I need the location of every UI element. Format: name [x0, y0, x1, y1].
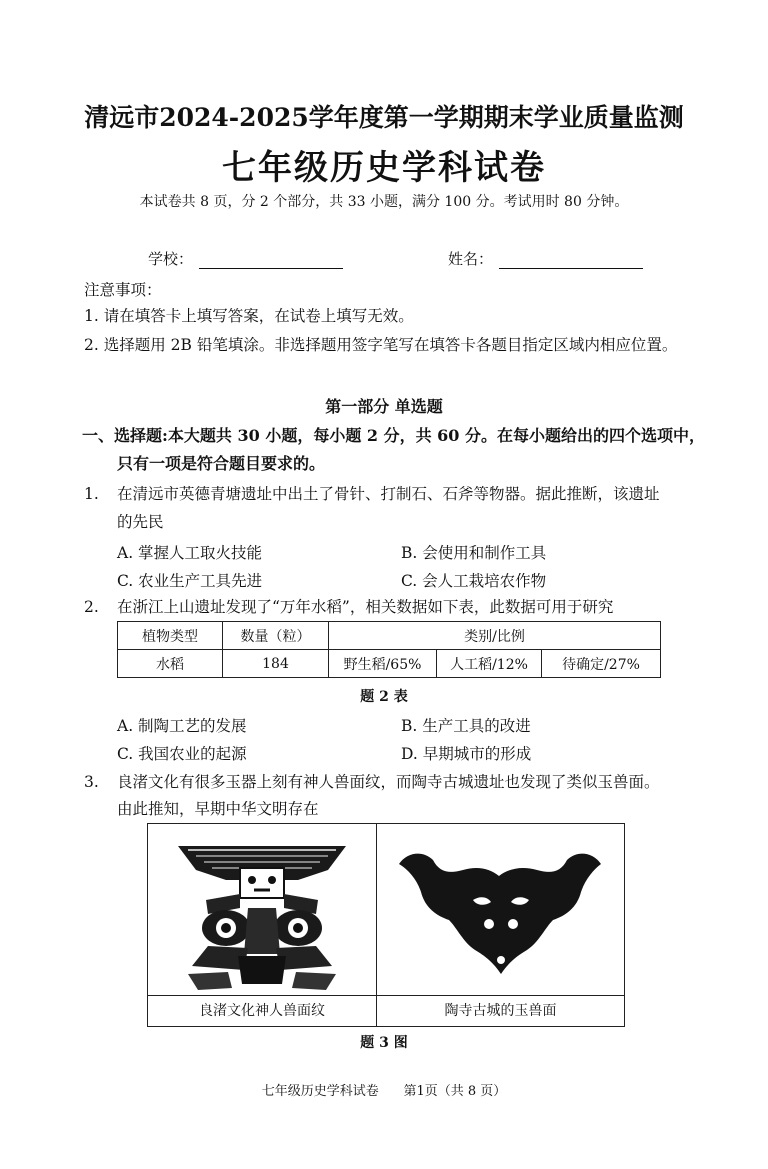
exam-title-line2: 七年级历史学科试卷 — [222, 148, 546, 188]
q2-option-c: C. 我国农业的起源 — [117, 745, 247, 763]
table-header-cell: 类别/比例 — [329, 622, 661, 650]
q1-option-b: B. 会使用和制作工具 — [401, 544, 547, 562]
q2-option-a: A. 制陶工艺的发展 — [117, 717, 247, 735]
q3-stem: 良渚文化有很多玉器上刻有神人兽面纹，而陶寺古城遗址也发现了类似玉兽面。 — [117, 773, 660, 791]
figure-label-liangzhu: 良渚文化神人兽面纹 — [148, 995, 376, 1026]
q2-option-b: B. 生产工具的改进 — [401, 717, 531, 735]
q2-number: 2. — [84, 598, 99, 616]
q3-figure — [147, 823, 625, 1027]
q3-stem-cont: 由此推知，早期中华文明存在 — [117, 800, 319, 818]
note-item: 2. 选择题用 2B 铅笔填涂。非选择题用签字笔写在填答卡各题目指定区域内相应位置。 — [84, 336, 678, 354]
name-blank — [499, 254, 643, 269]
liangzhu-mask-image — [148, 824, 376, 996]
table-cell: 184 — [223, 650, 329, 678]
table-row — [118, 650, 661, 678]
exam-info: 本试卷共 8 页，分 2 个部分，共 33 小题，满分 100 分。考试用时 80 分钟。 — [139, 194, 629, 210]
table-header-cell: 数量（粒） — [223, 622, 329, 650]
q3-number: 3. — [84, 773, 99, 791]
q1-option-a: A. 掌握人工取火技能 — [117, 544, 263, 562]
figure-panel-liangzhu — [148, 824, 377, 1026]
page-footer: 七年级历史学科试卷 第1页（共 8 页） — [261, 1084, 507, 1099]
school-field — [148, 248, 343, 269]
taosi-jade-mask-drawing — [377, 824, 624, 996]
figure-label-taosi: 陶寺古城的玉兽面 — [377, 995, 624, 1026]
table-cell: 野生稻/65% — [329, 650, 437, 678]
q2-table-caption: 题 2 表 — [360, 689, 408, 705]
q2-stem: 在浙江上山遗址发现了“万年水稻”，相关数据如下表，此数据可用于研究 — [117, 598, 614, 616]
q2-option-d: D. 早期城市的形成 — [401, 745, 532, 763]
table-header-row — [118, 622, 661, 650]
notes-heading: 注意事项： — [84, 281, 162, 299]
figure-panel-taosi — [377, 824, 624, 1026]
table-cell: 人工稻/12% — [437, 650, 542, 678]
q1-number: 1. — [84, 485, 99, 503]
q1-stem-cont: 的先民 — [117, 513, 164, 531]
school-blank — [199, 254, 343, 269]
q2-data-table — [117, 621, 661, 678]
note-item: 1. 请在填答卡上填写答案，在试卷上填写无效。 — [84, 307, 414, 325]
section-instruction-cont: 只有一项是符合题目要求的。 — [117, 454, 326, 473]
q3-figure-caption: 题 3 图 — [360, 1035, 408, 1051]
section-instruction: 一、选择题:本大题共 30 小题，每小题 2 分，共 60 分。在每小题给出的四个选项中， — [82, 426, 705, 445]
school-label: 学校： — [148, 250, 194, 268]
table-cell: 水稻 — [118, 650, 223, 678]
exam-title-line1: 清远市2024-2025学年度第一学期期末学业质量监测 — [84, 103, 684, 132]
section-title: 第一部分 单选题 — [325, 397, 443, 416]
q1-option-d: C. 会人工栽培农作物 — [401, 572, 547, 590]
q1-stem: 在清远市英德青塘遗址中出土了骨针、打制石、石斧等物器。据此推断，该遗址 — [117, 485, 660, 503]
table-cell: 待确定/27% — [542, 650, 661, 678]
taosi-jade-mask-image — [377, 824, 624, 996]
table-header-cell: 植物类型 — [118, 622, 223, 650]
name-label: 姓名： — [448, 250, 494, 268]
q1-option-c: C. 农业生产工具先进 — [117, 572, 263, 590]
name-field — [448, 248, 643, 269]
liangzhu-mask-drawing — [148, 824, 376, 996]
